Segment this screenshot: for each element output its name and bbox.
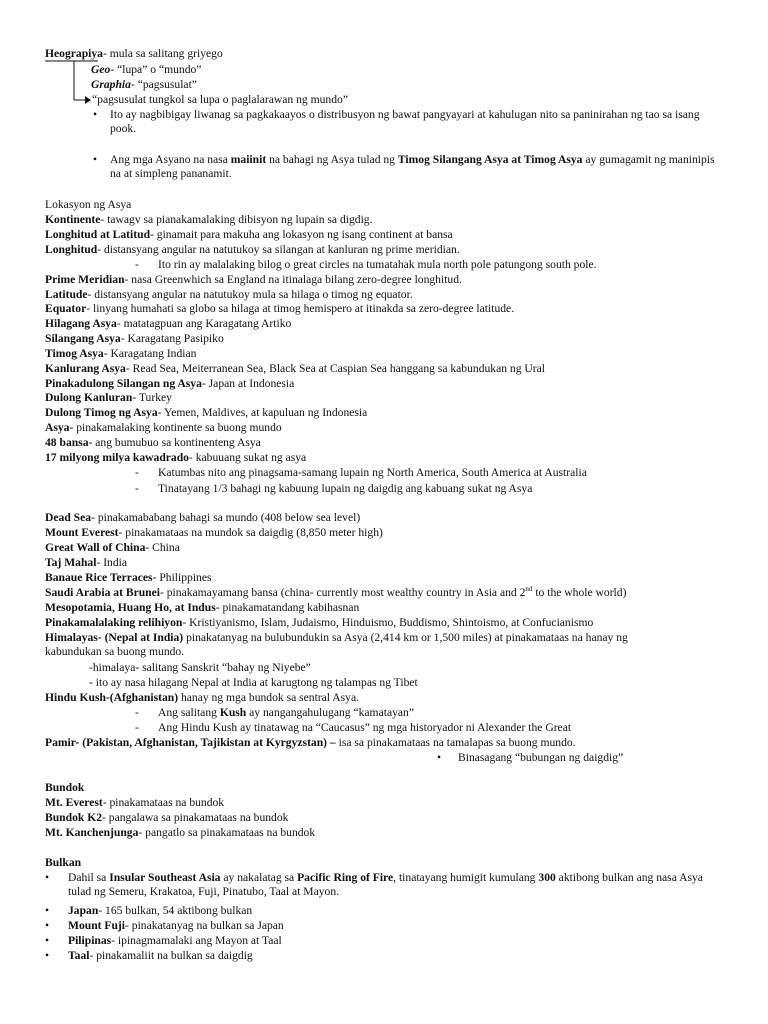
def-timog-asya: Timog Asya- Karagatang Indian — [45, 347, 197, 360]
def-equator: Equator- linyang humahati sa globo sa hilaga at timog hemispero at itinakda sa zero-degree latitude. — [45, 302, 515, 315]
size-note-2: - Tinatayang 1/3 bahagi ng kabuung lupain ng daigdig ang kabuang sukat ng Asya — [135, 482, 532, 496]
fact-mesopotamia: Mesopotamia, Huang Ho, at Indus- pinakamatandang kabihasnan — [45, 601, 360, 614]
fact-mount-everest: Mount Everest- pinakamataas na mundok sa daigdig (8,850 meter high) — [45, 526, 383, 539]
meaning-line: “pagsusulat tungkol sa lupa o paglalarawan ng mundo” — [92, 93, 348, 106]
def-48-bansa: 48 bansa- ang bumubuo sa kontinenteng Asya — [45, 436, 261, 449]
bundok-title: Bundok — [45, 781, 85, 794]
bulkan-title: Bulkan — [45, 856, 82, 869]
def-kanlurang-asya: Kanlurang Asya- Read Sea, Meiterranean Sea, Black Sea at Caspian Sea hanggang sa kabundukan ng Ural — [45, 362, 546, 375]
def-kontinente: Kontinente- tawagv sa pianakamalaking dibisyon ng lupain sa digdig. — [45, 213, 373, 226]
heograpiya-term: Heograpiya — [45, 47, 103, 60]
graphia-term: Graphia — [91, 78, 131, 91]
fact-taj-mahal: Taj Mahal- India — [45, 556, 128, 569]
bundok-kanchenjunga: Mt. Kanchenjunga- pangatlo sa pinakamataas na bundok — [45, 826, 316, 839]
intro-bullet-1: • Ito ay nagbibigay liwanag sa pagkakaayos o distribusyon ng bawat pangyayari at kahulugan nito sa paninirahan ng tao sa isang pook. — [93, 108, 720, 136]
fact-banaue: Banaue Rice Terraces- Philippines — [45, 571, 212, 584]
def-silangang-asya: Silangang Asya- Karagatang Pasipiko — [45, 332, 224, 345]
intro-bullet-2: • Ang mga Asyano na nasa maiinit na bahagi ng Asya tulad ng Timog Silangang Asya at Timog Asya ay gumagamit ng maninipis na at simpleng pananamit. — [93, 153, 720, 181]
def-latitude: Latitude- distansyang angular na natutukoy mula sa hilaga o timog ng equator. — [45, 288, 413, 301]
fact-pamir: Pamir- (Pakistan, Afghanistan, Tajikistan at Kyrgyzstan) – isa sa pinakamataas na tamalapas sa buong mundo. — [45, 736, 576, 749]
def-longhitud-latitud: Longhitud at Latitud- ginamait para makuha ang lokasyon ng isang continent at bansa — [45, 228, 453, 241]
fact-saudi-brunei: Saudi Arabia at Brunei- pinakamayamang bansa (china- currently most wealthy country in Asia and 2nd to the whole world) — [45, 585, 627, 599]
def-hilagang-asya: Hilagang Asya- matatagpuan ang Karagatang Artiko — [45, 317, 292, 330]
fact-relihiyon: Pinakamalalaking relihiyon- Kristiyanismo, Islam, Judaismo, Hinduismo, Buddismo, Shintoismo, at Confucianismo — [45, 616, 594, 629]
graphia-line — [91, 78, 197, 92]
fact-dead-sea: Dead Sea- pinakamababang bahagi sa mundo (408 below sea level) — [45, 511, 361, 524]
geo-term: Geo — [91, 63, 111, 76]
def-asya: Asya- pinakamalaking kontinente sa buong mundo — [45, 421, 282, 434]
geo-def: - “lupa” o “mundo” — [110, 63, 202, 76]
himalaya-note-1: -himalaya- salitang Sanskrit “bahay ng Niyebe” — [89, 661, 311, 674]
def-pinakadulong-silangan: Pinakadulong Silangan ng Asya- Japan at Indonesia — [45, 377, 295, 390]
geo-line — [91, 63, 201, 77]
heograpiya-heading — [45, 47, 223, 61]
size-note-1: - Katumbas nito ang pinagsama-samang lupain ng North America, South America at Australia — [135, 466, 587, 480]
bundok-k2: Bundok K2- pangalawa sa pinakamataas na bundok — [45, 811, 289, 824]
def-17-milyong: 17 milyong milya kawadrado- kabuuang sukat ng asya — [45, 451, 307, 464]
bulkan-bullet-1: • Dahil sa Insular Southeast Asia ay nakalatag sa Pacific Ring of Fire, tinatayang humigit kumulang 300 aktibong bulkan ang nasa Asya tulad ng Semeru, Krakatoa, Fuji, Pinatubo, Taal at Mayon. — [45, 871, 708, 899]
bulkan-japan: • Japan- 165 bulkan, 54 aktibong bulkan — [45, 904, 708, 918]
longhitud-note: - Ito rin ay malalaking bilog o great circles na tumatahak mula north pole patungong south pole. — [135, 258, 597, 272]
himalaya-note-2: - ito ay nasa hilagang Nepal at India at karugtong ng talampas ng Tibet — [89, 676, 418, 689]
bulkan-taal: • Taal- pinakamaliit na bulkan sa daigdig — [45, 949, 708, 963]
fact-great-wall: Great Wall of China- China — [45, 541, 180, 554]
hindu-note-2: - Ang Hindu Kush ay tinatawag na “Caucasus” ng mga historyador ni Alexander the Great — [135, 721, 571, 735]
def-dulong-timog: Dulong Timog ng Asya- Yemen, Maldives, at kapuluan ng Indonesia — [45, 406, 368, 419]
def-longhitud: Longhitud- distansyang angular na natutukoy sa silangan at kanluran ng prime meridian. — [45, 243, 460, 256]
fact-himalayas: Himalayas- (Nepal at India) pinakatanyag na bulubundukin sa Asya (2,414 km or 1,500 miles) at pinakamataas na hanay ng kabundukan sa buong mundo. — [45, 631, 628, 658]
hindu-note-1: - Ang salitang Kush ay nangangahulugang “kamatayan” — [135, 706, 414, 720]
def-prime-meridian: Prime Meridian- nasa Greenwhich sa England na itinalaga bilang zero-degree longhitud. — [45, 273, 462, 286]
def-dulong-kanluran: Dulong Kanluran- Turkey — [45, 391, 172, 404]
bulkan-pilipinas: • Pilipinas- ipinagmamalaki ang Mayon at Taal — [45, 934, 708, 948]
lokasyon-title: Lokasyon ng Asya — [45, 198, 132, 211]
bundok-everest: Mt. Everest- pinakamataas na bundok — [45, 796, 225, 809]
pamir-note: • Binasagang “bubungan ng daigdig” — [437, 751, 623, 765]
bulkan-fuji: • Mount Fuji- pinakatanyag na bulkan sa Japan — [45, 919, 708, 933]
heograpiya-rest: - mula sa salitang griyego — [102, 47, 223, 60]
fact-hindu-kush: Hindu Kush-(Afghanistan) hanay ng mga bundok sa sentral Asya. — [45, 691, 360, 704]
graphia-def: - “pagsusulat” — [130, 78, 197, 91]
